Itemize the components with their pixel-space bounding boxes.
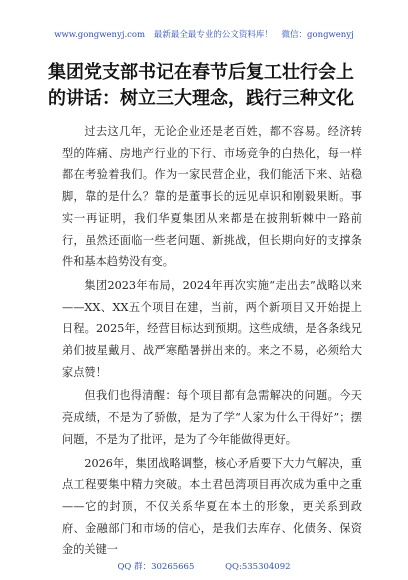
paragraph: 集团2023年布局，2024年再次实施“走出去”战略以来——XX、XX五个项目在建，当前，两个新项目又开始提上日程。2025年，经营目标达到预期。这些成绩，是各条线兄弟们披星戴月、战严寒酷暑拼出来的。来之不易，必须给大家点赞！ — [62, 278, 362, 379]
website-link[interactable]: www.gongwenyj.com — [54, 30, 146, 40]
paragraph: 但我们也得清醒：每个项目都有急需解决的问题。今天亮成绩，不是为了骄傲，是为了学“人家为什么干得好”；摆问题，不是为了批评，是为了今年能做得更好。 — [62, 389, 362, 446]
footer-contacts — [0, 560, 408, 572]
header-banner — [0, 28, 408, 40]
paragraph: 2026年，集团战略调整，核心矛盾要下大力气解决，重点工程要集中精力突破。本土君邑湾项目再次成为重中之重——它的封顶，不仅关系华夏在本土的形象，更关系到政府、金融部门和市场的信心，是我们去库存、化债务、保资金的关键一 — [62, 456, 362, 557]
document-title: 集团党支部书记在春节后复工壮行会上的讲话：树立三大理念，践行三种文化 — [48, 62, 354, 109]
paragraph: 过去这几年，无论企业还是老百姓，都不容易。经济转型的阵痛、房地产行业的下行、市场竞争的白热化，每一样都在考验着我们。作为一家民营企业，我们能活下来、站稳脚，靠的是什么？靠的是董事长的远见卓识和刚毅果断。事实一再证明，我们华夏集团从来都是在披荆斩棘中一路前行，虽然还面临一些老问题、新挑战，但长期向好的支撑条件和基本趋势没有变。 — [62, 125, 362, 269]
document-body — [62, 121, 362, 563]
qq-group-text: QQ 群：30265665 — [117, 562, 195, 572]
slogan-text: 最新最全最专业的公文资料库！ — [153, 30, 273, 40]
qq-contact-text: QQ:535304092 — [225, 562, 291, 572]
wechat-text: 微信：gongwenyj — [281, 30, 354, 40]
